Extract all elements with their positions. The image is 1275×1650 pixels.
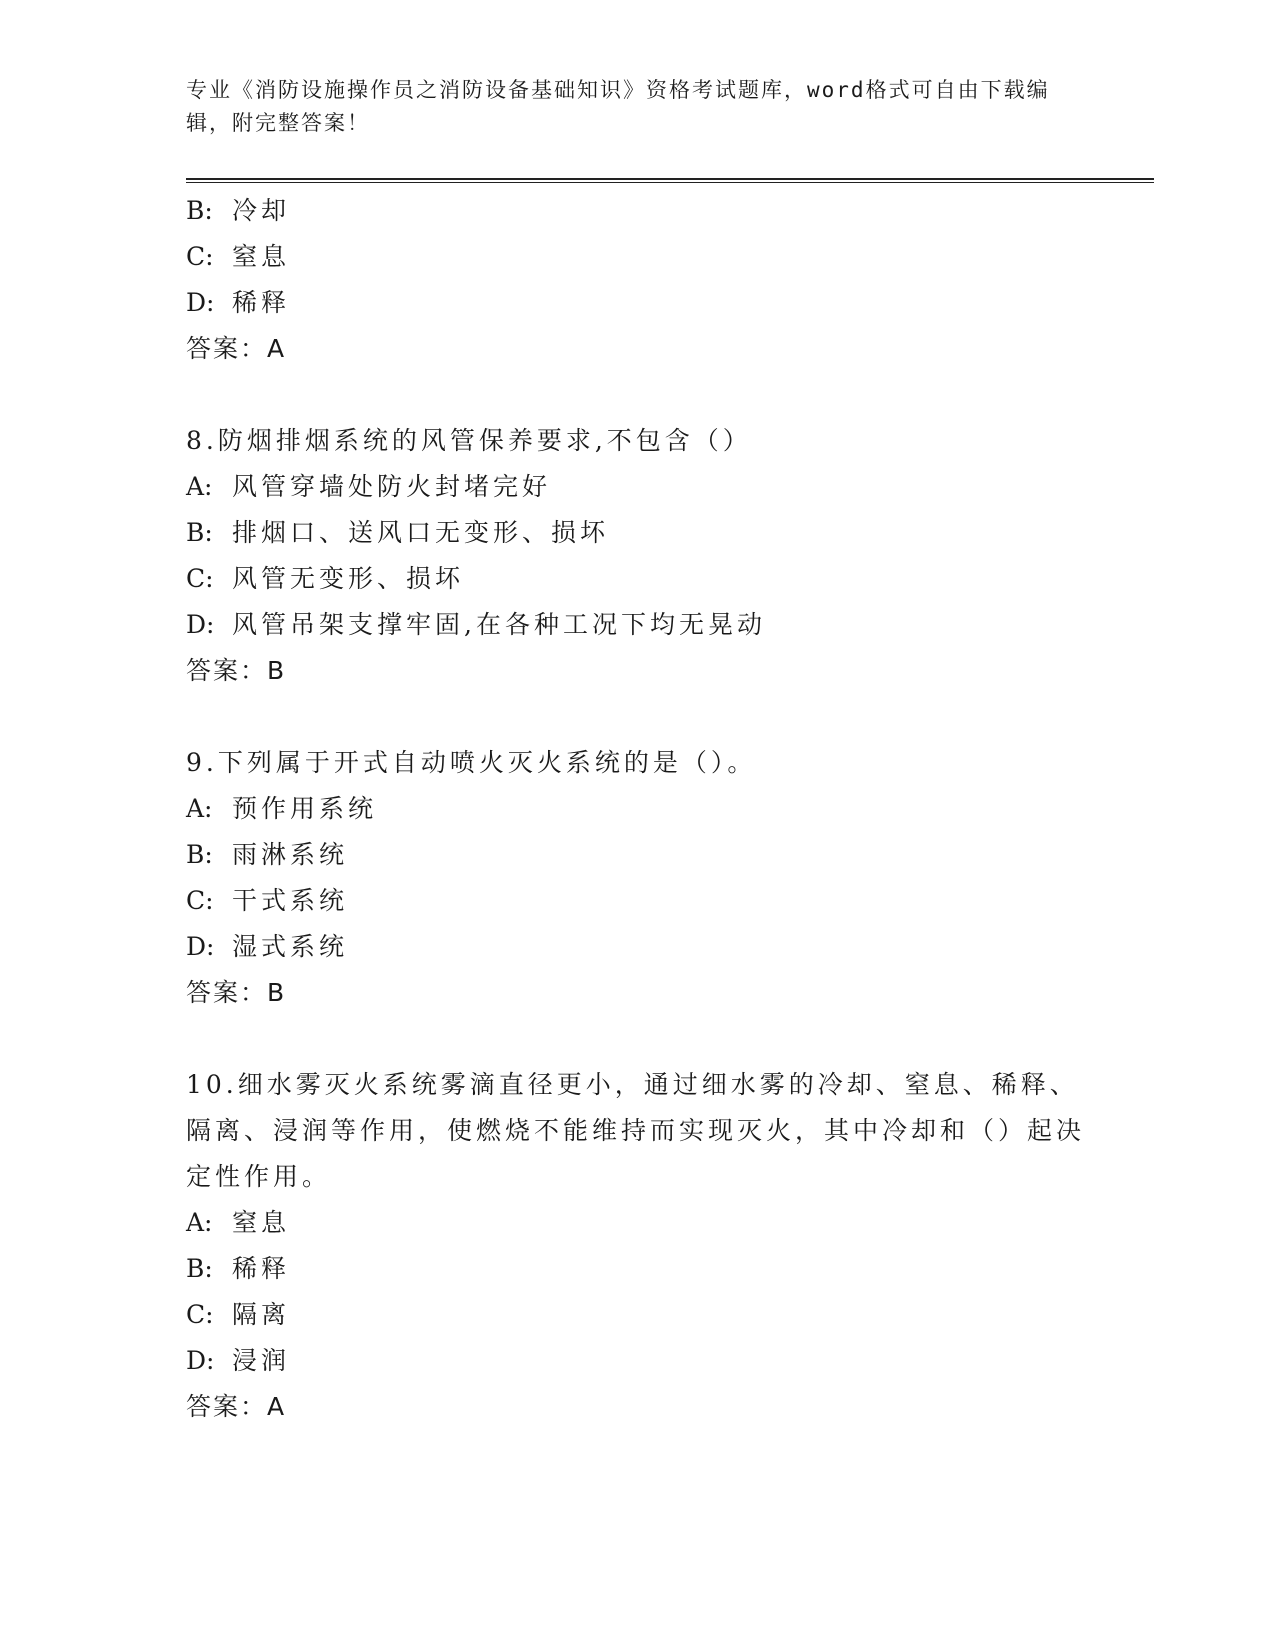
option-letter: D: [186,932,215,961]
option-c [186,556,1086,602]
option-text: 湿式系统 [232,932,349,961]
option-text: 冷却 [232,196,291,225]
spacer [186,694,1086,740]
spacer [186,1016,1086,1062]
question-content [186,188,1086,1430]
option-letter: B: [186,196,213,225]
spacer [186,372,1086,418]
option-text: 窒息 [232,242,291,271]
option-text: 排烟口、送风口无变形、损坏 [232,518,610,547]
option-c [186,878,1086,924]
header-rule-thin [186,182,1154,183]
option-d [186,602,1086,648]
option-letter: A: [186,472,213,501]
option-a [186,464,1086,510]
option-letter: C: [186,1300,214,1329]
continued-question [186,188,1086,372]
question-10 [186,1062,1086,1430]
answer: 答案：A [186,1392,287,1421]
option-text: 干式系统 [232,886,349,915]
option-text: 风管穿墙处防火封堵完好 [232,472,552,501]
option-c [186,1292,1086,1338]
option-d [186,1338,1086,1384]
option-text: 隔离 [232,1300,291,1329]
option-letter: B: [186,518,213,547]
option-c [186,234,1086,280]
question-stem: 8.防烟排烟系统的风管保养要求,不包含（） [186,426,752,455]
option-letter: C: [186,886,214,915]
option-letter: D: [186,1346,215,1375]
question-9 [186,740,1086,1016]
option-b [186,1246,1086,1292]
option-a [186,786,1086,832]
option-letter: D: [186,288,215,317]
option-letter: C: [186,242,214,271]
option-d [186,280,1086,326]
option-text: 雨淋系统 [232,840,349,869]
option-text: 稀释 [232,288,291,317]
option-text: 稀释 [232,1254,291,1283]
option-b [186,510,1086,556]
option-text: 预作用系统 [232,794,378,823]
option-letter: B: [186,1254,213,1283]
option-letter: D: [186,610,215,639]
answer: 答案：B [186,656,287,685]
option-a [186,1200,1086,1246]
option-text: 浸润 [232,1346,291,1375]
answer: 答案：B [186,978,287,1007]
option-text: 窒息 [232,1208,291,1237]
option-letter: A: [186,794,213,823]
question-stem: 10.细水雾灭火系统雾滴直径更小，通过细水雾的冷却、窒息、稀释、隔离、浸润等作用，使燃烧不能维持而实现灭火，其中冷却和（）起决定性作用。 [186,1070,1086,1191]
option-text: 风管吊架支撑牢固,在各种工况下均无晃动 [232,610,766,639]
question-8 [186,418,1086,694]
question-stem: 9.下列属于开式自动喷火灭火系统的是（）。 [186,748,757,777]
option-letter: C: [186,564,214,593]
option-b [186,188,1086,234]
option-b [186,832,1086,878]
header-rule-thick [186,178,1154,180]
option-letter: B: [186,840,213,869]
option-letter: A: [186,1208,213,1237]
page-header: 专业《消防设施操作员之消防设备基础知识》资格考试题库，word格式可自由下载编辑，附完整答案！ [186,78,1050,135]
option-text: 风管无变形、损坏 [232,564,465,593]
answer: 答案：A [186,334,287,363]
option-d [186,924,1086,970]
